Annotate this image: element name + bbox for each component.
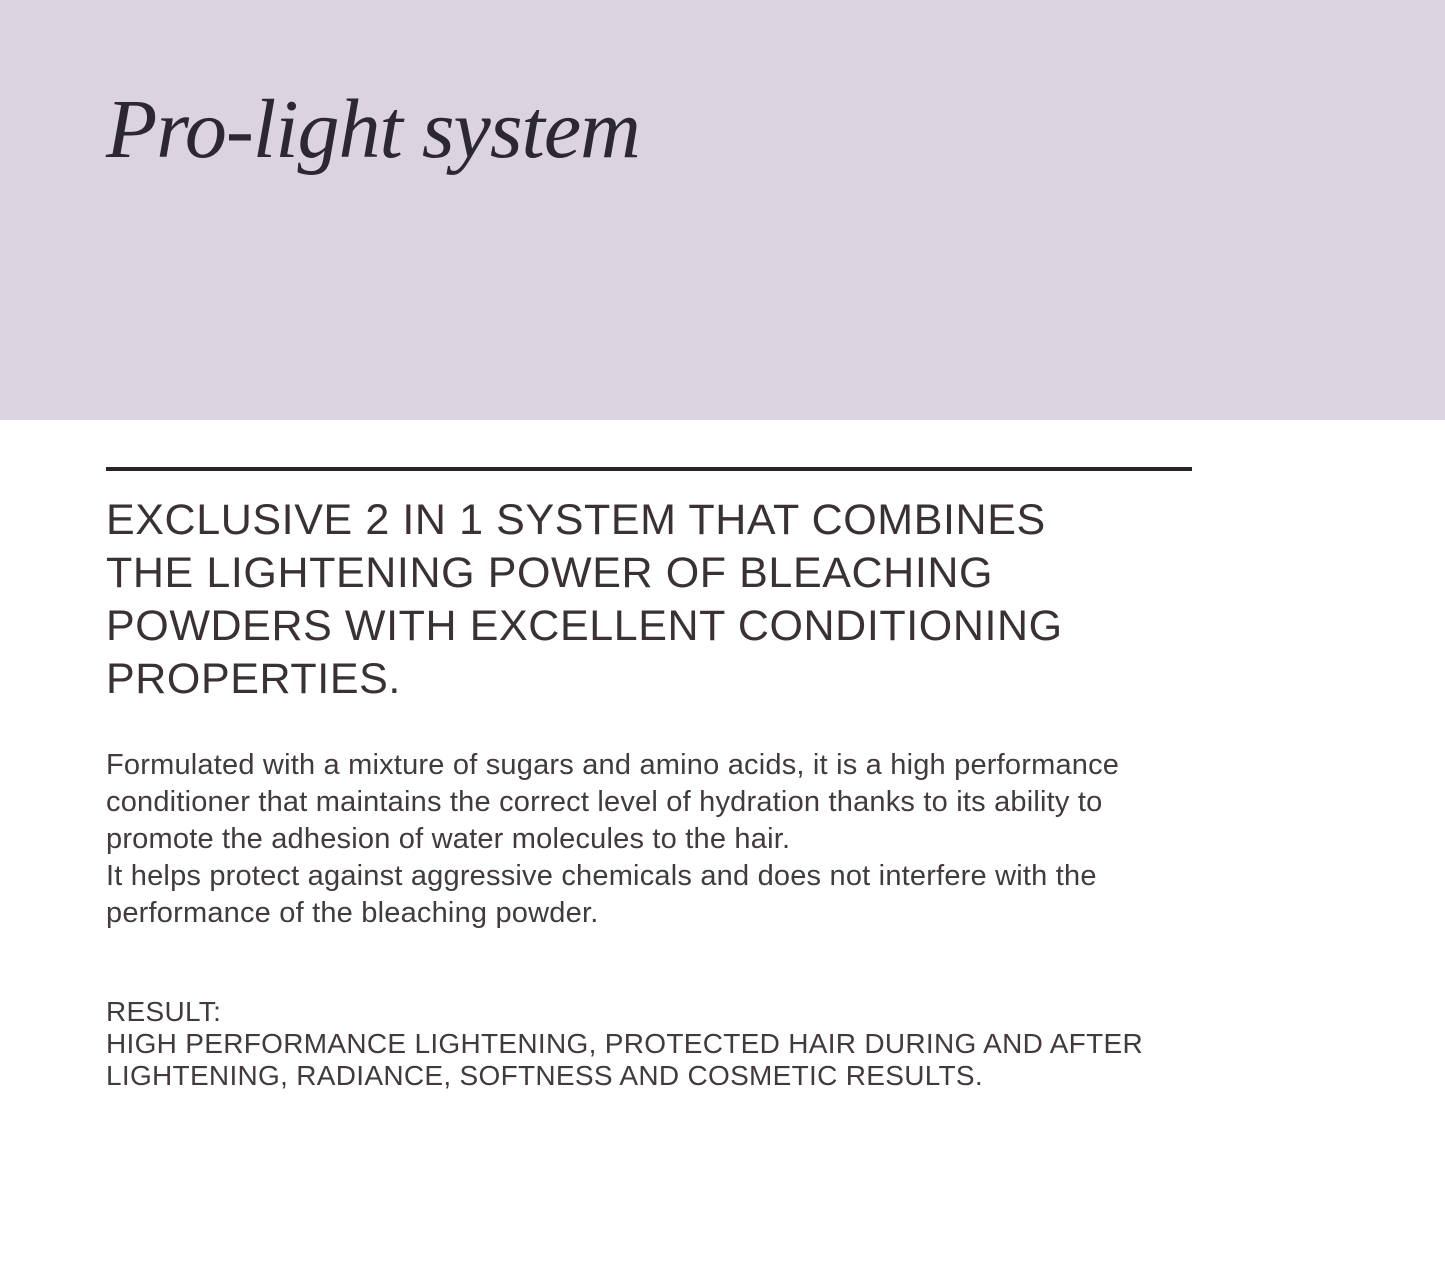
section-heading-line: EXCLUSIVE 2 IN 1 SYSTEM THAT COMBINES <box>106 496 1046 544</box>
result-line: HIGH PERFORMANCE LIGHTENING, PROTECTED HAIR DURING AND AFTER <box>106 1028 1143 1059</box>
result-block <box>106 996 1192 1092</box>
description-paragraph <box>106 747 1192 932</box>
section-heading-line: PROPERTIES. <box>106 655 401 703</box>
divider-rule <box>106 467 1192 471</box>
content-area <box>106 467 1192 1092</box>
section-heading-line: THE LIGHTENING POWER OF BLEACHING <box>106 549 994 597</box>
result-label: RESULT: <box>106 996 222 1027</box>
description-line: conditioner that maintains the correct level of hydration thanks to its ability to <box>106 786 1103 818</box>
description-line: promote the adhesion of water molecules to the hair. <box>106 823 791 855</box>
section-heading-line: POWDERS WITH EXCELLENT CONDITIONING <box>106 602 1063 650</box>
result-line: LIGHTENING, RADIANCE, SOFTNESS AND COSMETIC RESULTS. <box>106 1060 983 1091</box>
description-line: performance of the bleaching powder. <box>106 897 599 929</box>
section-heading <box>106 494 1192 706</box>
description-line: It helps protect against aggressive chemicals and does not interfere with the <box>106 860 1097 892</box>
header-band <box>0 0 1445 420</box>
page-title: Pro-light system <box>106 83 640 176</box>
description-line: Formulated with a mixture of sugars and amino acids, it is a high performance <box>106 749 1120 781</box>
